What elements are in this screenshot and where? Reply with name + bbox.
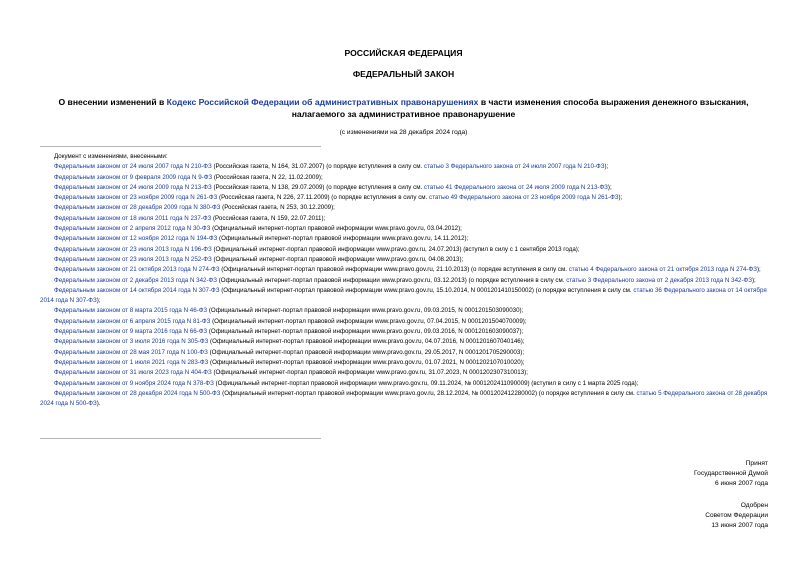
law-title-suffix: в части изменения способа выражения денежного взыскания, bbox=[478, 97, 749, 107]
amendment-law-link[interactable]: Федеральным законом от 28 декабря 2009 года N 380-ФЗ bbox=[54, 204, 221, 212]
amendment-law-link[interactable]: Федеральным законом от 24 июля 2009 года N 213-ФЗ bbox=[54, 183, 212, 191]
amendment-source: (Официальный интернет-портал правовой информации www.pravo.gov.ru, 07.04.2015, N 0001201504070009); bbox=[210, 317, 527, 325]
amendment-article-link[interactable]: статью 41 Федерального закона от 24 июля 2009 года N 213-ФЗ bbox=[423, 183, 608, 191]
amendments-list bbox=[40, 152, 772, 409]
amendment-tail: ); bbox=[751, 276, 756, 284]
amendment-item bbox=[40, 276, 772, 286]
approved-body: Советом Федерации bbox=[705, 512, 768, 519]
amendment-source: (Официальный интернет-портал правовой информации www.pravo.gov.ru, 15.10.2014, N 0001201410150002) (о порядке вступления в силу см. bbox=[219, 286, 634, 294]
amendments-lead: Документ с изменениями, внесенными: bbox=[54, 153, 168, 160]
amendment-item bbox=[40, 286, 772, 307]
amendment-tail: ); bbox=[607, 183, 612, 191]
amendment-item bbox=[40, 265, 772, 275]
amendment-item bbox=[40, 317, 772, 327]
amendment-tail: ); bbox=[618, 194, 623, 202]
amendment-law-link[interactable]: Федеральным законом от 31 июля 2023 года N 404-ФЗ bbox=[54, 369, 212, 377]
amendment-item bbox=[40, 183, 772, 193]
amendment-source: (Российская газета, N 164, 31.07.2007) (о порядке вступления в силу см. bbox=[211, 163, 424, 171]
amendment-law-link[interactable]: Федеральным законом от 6 апреля 2015 года N 81-ФЗ bbox=[54, 317, 211, 325]
amendment-source: (Российская газета, N 226, 27.11.2009) (о порядке вступления в силу см. bbox=[217, 194, 429, 202]
law-title bbox=[0, 96, 807, 120]
amendment-source: (Официальный интернет-портал правовой информации www.pravo.gov.ru, 04.08.2013); bbox=[211, 255, 464, 263]
amendment-article-link[interactable]: статью 4 Федерального закона от 21 октября 2013 года N 274-ФЗ bbox=[568, 266, 757, 274]
amendment-item bbox=[40, 337, 772, 347]
amendment-item bbox=[40, 224, 772, 234]
amendment-item bbox=[40, 327, 772, 337]
amendment-item bbox=[40, 389, 772, 410]
amendment-source: (Официальный интернет-портал правовой информации www.pravo.gov.ru, 28.12.2024, № 0001202412280002) (о порядке вступления в силу см. bbox=[220, 389, 637, 397]
amendment-source: (Официальный интернет-портал правовой информации www.pravo.gov.ru, 24.07.2013) (вступил в силу с 1 сентября 2013 года); bbox=[211, 245, 580, 253]
amendment-law-link[interactable]: Федеральным законом от 23 ноября 2009 года N 261-ФЗ bbox=[54, 194, 218, 202]
amendment-source: (Российская газета, N 22, 11.02.2009); bbox=[212, 173, 323, 181]
amendment-law-link[interactable]: Федеральным законом от 9 ноября 2024 года N 378-ФЗ bbox=[54, 379, 214, 387]
amendment-law-link[interactable]: Федеральным законом от 28 декабря 2024 года N 500-ФЗ bbox=[54, 389, 221, 397]
adopted-body: Государственной Думой bbox=[694, 470, 768, 477]
amendment-article-link[interactable]: статью 5 Федерального закона от 28 декабря 2024 года N 500-ФЗ bbox=[40, 389, 768, 408]
adopted-label: Принят bbox=[745, 460, 768, 467]
adopted-block bbox=[694, 459, 768, 489]
amendment-item bbox=[40, 193, 772, 203]
amendment-item bbox=[40, 214, 772, 224]
amendment-item bbox=[40, 358, 772, 368]
amendment-law-link[interactable]: Федеральным законом от 23 июля 2013 года N 252-ФЗ bbox=[54, 255, 212, 263]
amendment-law-link[interactable]: Федеральным законом от 9 марта 2016 года N 66-ФЗ bbox=[54, 328, 208, 336]
amendment-law-link[interactable]: Федеральным законом от 2 апреля 2012 года N 30-ФЗ bbox=[54, 225, 211, 233]
top-divider bbox=[40, 146, 321, 147]
amendment-article-link[interactable]: статью 36 Федерального закона от 14 октября 2014 года N 307-ФЗ bbox=[40, 286, 767, 305]
amendment-tail: ); bbox=[756, 266, 761, 274]
amendment-law-link[interactable]: Федеральным законом от 12 ноября 2012 года N 194-ФЗ bbox=[54, 235, 218, 243]
amendment-article-link[interactable]: статью 3 Федерального закона от 2 декабря 2013 года N 342-ФЗ bbox=[566, 276, 752, 284]
revision-subtitle: (с изменениями на 28 декабря 2024 года) bbox=[339, 129, 468, 136]
amendment-source: (Официальный интернет-портал правовой информации www.pravo.gov.ru, 03.12.2013) (о порядке вступления в силу см. bbox=[216, 276, 567, 284]
approved-date: 13 июня 2007 года bbox=[711, 522, 768, 529]
amendment-law-link[interactable]: Федеральным законом от 8 марта 2015 года N 46-ФЗ bbox=[54, 307, 208, 315]
approved-block bbox=[705, 501, 768, 531]
law-title-line2: налагаемого за административное правонарушение bbox=[291, 109, 516, 119]
amendment-tail: ). bbox=[96, 400, 101, 408]
amendment-item bbox=[40, 348, 772, 358]
amendment-law-link[interactable]: Федеральным законом от 3 июля 2016 года N 305-ФЗ bbox=[54, 338, 209, 346]
country-heading: РОССИЙСКАЯ ФЕДЕРАЦИЯ bbox=[344, 48, 463, 58]
amendment-item bbox=[40, 245, 772, 255]
amendment-source: (Официальный интернет-портал правовой информации www.pravo.gov.ru, 14.11.2012); bbox=[217, 235, 469, 243]
codex-link[interactable]: Кодекс Российской Федерации об административных правонарушениях bbox=[166, 97, 479, 107]
amendment-item bbox=[40, 368, 772, 378]
amendment-law-link[interactable]: Федеральным законом от 28 мая 2017 года N 100-ФЗ bbox=[54, 348, 208, 356]
amendment-source: (Российская газета, N 138, 29.07.2009) (о порядке вступления в силу см. bbox=[211, 183, 424, 191]
amendment-law-link[interactable]: Федеральным законом от 1 июля 2021 года N 283-ФЗ bbox=[54, 358, 209, 366]
amendment-source: (Официальный интернет-портал правовой информации www.pravo.gov.ru, 21.10.2013) (о порядке вступления в силу см. bbox=[219, 266, 569, 274]
amendment-source: (Российская газета, N 253, 30.12.2009); bbox=[220, 204, 335, 212]
amendment-source: (Официальный интернет-портал правовой информации www.pravo.gov.ru, 09.03.2016, N 0001201603090037); bbox=[207, 328, 524, 336]
amendment-article-link[interactable]: статью 3 Федерального закона от 24 июля 2007 года N 210-ФЗ bbox=[423, 163, 605, 171]
amendment-source: (Официальный интернет-портал правовой информации www.pravo.gov.ru, 04.07.2016, N 0001201607040146); bbox=[208, 338, 525, 346]
amendment-law-link[interactable]: Федеральным законом от 9 февраля 2009 года N 9-ФЗ bbox=[54, 173, 213, 181]
amendment-source: (Официальный интернет-портал правовой информации www.pravo.gov.ru, 29.05.2017, N 0001201705290003); bbox=[207, 348, 525, 356]
amendment-item bbox=[40, 255, 772, 265]
amendment-law-link[interactable]: Федеральным законом от 23 июля 2013 года N 196-ФЗ bbox=[54, 245, 212, 253]
amendment-law-link[interactable]: Федеральным законом от 14 октября 2014 года N 307-ФЗ bbox=[54, 286, 220, 294]
amendment-source: (Официальный интернет-портал правовой информации www.pravo.gov.ru, 09.03.2015, N 0001201503090030); bbox=[207, 307, 524, 315]
amendment-tail: ); bbox=[604, 163, 609, 171]
amendment-item bbox=[40, 306, 772, 316]
amendment-law-link[interactable]: Федеральным законом от 21 октября 2013 года N 274-ФЗ bbox=[54, 266, 220, 274]
document-type-heading: ФЕДЕРАЛЬНЫЙ ЗАКОН bbox=[352, 69, 455, 79]
approved-label: Одобрен bbox=[740, 502, 768, 509]
amendment-item bbox=[40, 173, 772, 183]
law-title-prefix: О внесении изменений в bbox=[58, 97, 167, 107]
amendment-item bbox=[40, 203, 772, 213]
amendment-source: (Официальный интернет-портал правовой информации www.pravo.gov.ru, 31.07.2023, N 0001202307310013); bbox=[211, 369, 528, 377]
amendment-source: (Официальный интернет-портал правовой информации www.pravo.gov.ru, 09.11.2024, № 0001202411090009) (вступил в силу с 1 марта 2025 года); bbox=[213, 379, 639, 387]
bottom-divider bbox=[40, 438, 321, 439]
amendment-item bbox=[40, 379, 772, 389]
amendment-source: (Российская газета, N 159, 22.07.2011); bbox=[211, 214, 326, 222]
amendment-source: (Официальный интернет-портал правовой информации www.pravo.gov.ru, 01.07.2021, N 0001202107010020); bbox=[208, 358, 525, 366]
amendment-law-link[interactable]: Федеральным законом от 24 июля 2007 года N 210-ФЗ bbox=[54, 163, 212, 171]
amendment-source: (Официальный интернет-портал правовой информации www.pravo.gov.ru, 03.04.2012); bbox=[210, 225, 462, 233]
amendment-law-link[interactable]: Федеральным законом от 2 декабря 2013 года N 342-ФЗ bbox=[54, 276, 217, 284]
amendment-item bbox=[40, 234, 772, 244]
amendment-item bbox=[40, 162, 772, 172]
amendment-article-link[interactable]: статью 49 Федерального закона от 23 ноября 2009 года N 261-ФЗ bbox=[429, 194, 619, 202]
amendment-law-link[interactable]: Федеральным законом от 18 июля 2011 года N 237-ФЗ bbox=[54, 214, 212, 222]
adopted-date: 6 июня 2007 года bbox=[715, 480, 768, 487]
amendment-tail: ); bbox=[96, 297, 101, 305]
